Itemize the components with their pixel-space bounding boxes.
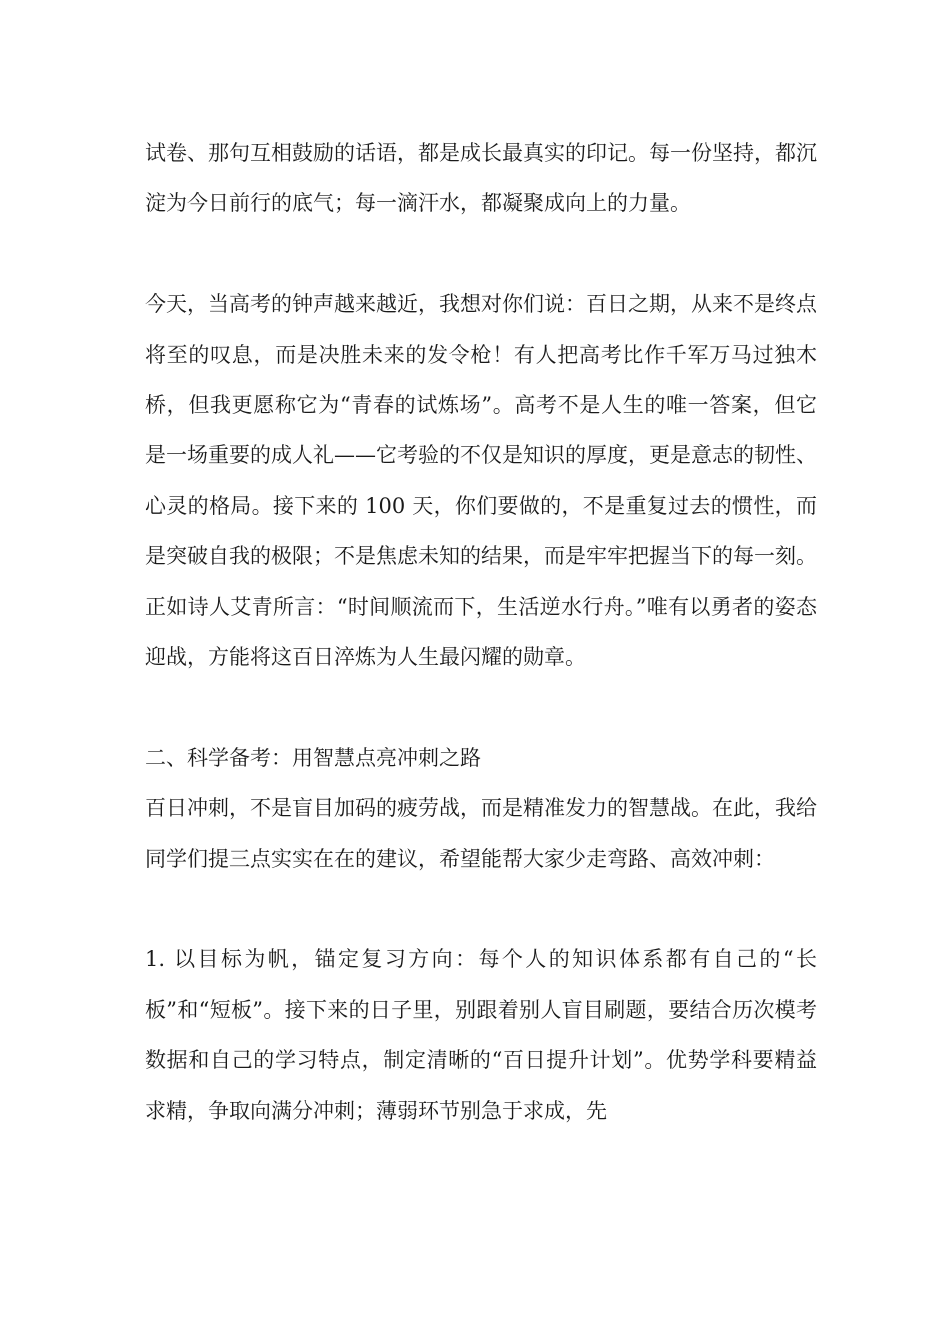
section-heading: 二、科学备考：用智慧点亮冲刺之路	[145, 745, 481, 770]
section-intro: 百日冲刺，不是盲目加码的疲劳战，而是精准发力的智慧战。在此，我给同学们提三点实实在在的建议，希望能帮大家少走弯路、高效冲刺：	[145, 796, 817, 871]
paragraph-spacer	[145, 884, 817, 934]
document-body	[145, 128, 817, 1136]
point-1: 1. 以目标为帆，锚定复习方向：每个人的知识体系都有自己的“长板”和“短板”。接下来的日子里，别跟着别人盲目刷题，要结合历次模考数据和自己的学习特点，制定清晰的“百日提升计划”。优势学科要精益求精，争取向满分冲刺；薄弱环节别急于求成，先	[145, 947, 817, 1123]
paragraph-spacer	[145, 682, 817, 732]
paragraph-spacer	[145, 229, 817, 279]
paragraph-2: 今天，当高考的钟声越来越近，我想对你们说：百日之期，从来不是终点将至的叹息，而是决胜未来的发令枪！有人把高考比作千军万马过独木桥，但我更愿称它为“青春的试炼场”。高考不是人生的唯一答案，但它是一场重要的成人礼——它考验的不仅是知识的厚度，更是意志的韧性、心灵的格局。接下来的 100 天，你们要做的，不是重复过去的惯性，而是突破自我的极限；不是焦虑未知的结果，而是牢牢把握当下的每一刻。正如诗人艾青所言：“时间顺流而下，生活逆水行舟。”唯有以勇者的姿态迎战，方能将这百日淬炼为人生最闪耀的勋章。	[145, 292, 817, 670]
paragraph-1: 试卷、那句互相鼓励的话语，都是成长最真实的印记。每一份坚持，都沉淀为今日前行的底气；每一滴汗水，都凝聚成向上的力量。	[145, 141, 817, 216]
